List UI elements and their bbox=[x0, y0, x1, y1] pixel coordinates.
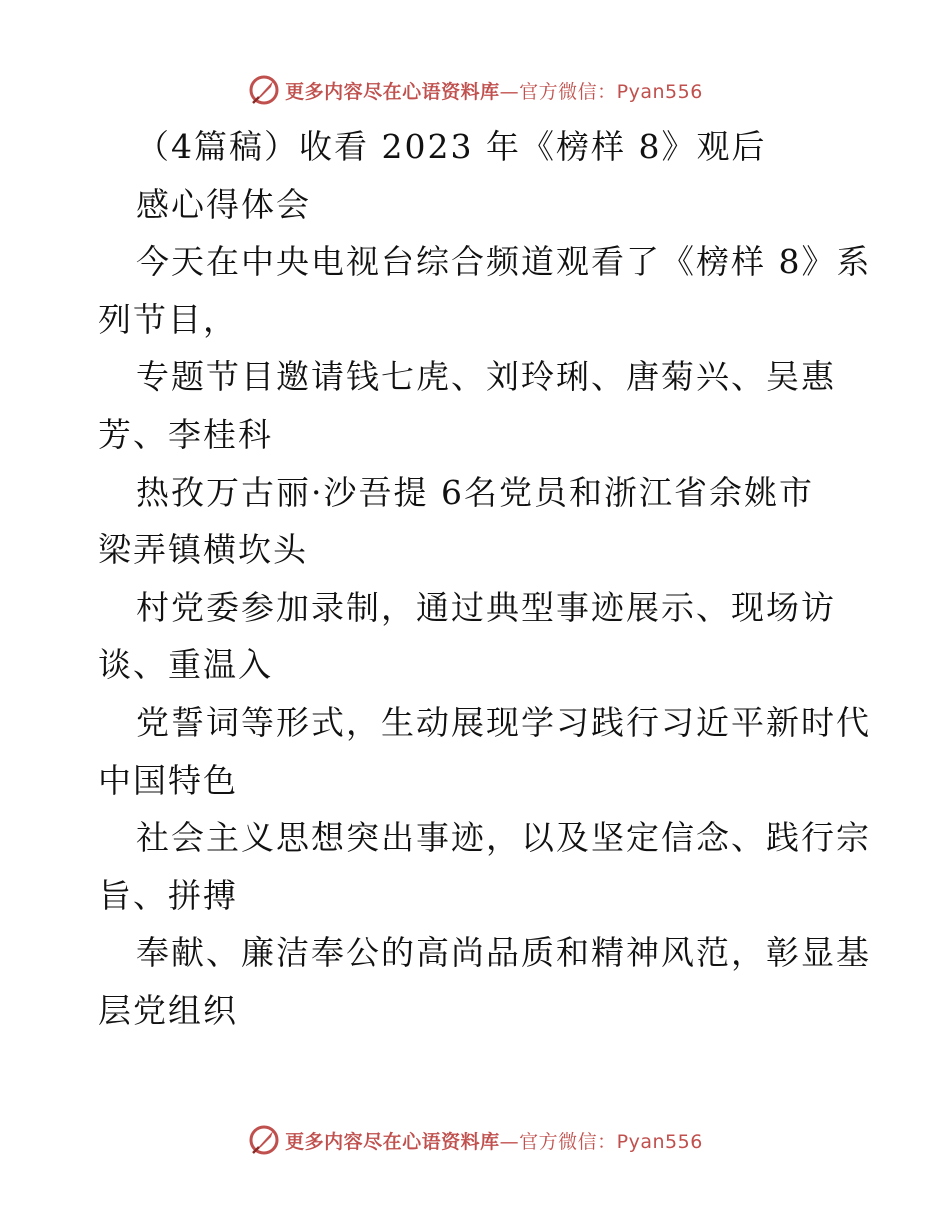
watermark-text bbox=[285, 77, 703, 104]
paragraph-line: 旨、拼搏 bbox=[98, 875, 238, 915]
quill-pen-icon bbox=[247, 73, 281, 107]
paragraph-line: 梁弄镇横坎头 bbox=[98, 530, 308, 570]
document-title-line-1: （4篇稿）收看 2023 年《榜样 8》观后 bbox=[136, 127, 767, 166]
watermark-wechat: 官方微信：Pyan556 bbox=[519, 1130, 703, 1153]
paragraph-line: 党誓词等形式，生动展现学习践行习近平新时代 bbox=[136, 702, 871, 742]
watermark-separator: — bbox=[499, 1130, 520, 1153]
paragraph-line: 今天在中央电视台综合频道观看了《榜样 8》系 bbox=[136, 242, 872, 282]
paragraph-line: 层党组织 bbox=[98, 990, 238, 1030]
paragraph-line: 专题节目邀请钱七虎、刘玲琍、唐菊兴、吴惠 bbox=[136, 357, 836, 397]
watermark-site-name: 更多内容尽在心语资料库 bbox=[285, 80, 500, 103]
paragraph-line: 奉献、廉洁奉公的高尚品质和精神风范，彰显基 bbox=[136, 933, 871, 973]
document-title-line-2: 感心得体会 bbox=[136, 184, 311, 224]
paragraph-line: 村党委参加录制，通过典型事迹展示、现场访 bbox=[136, 587, 836, 627]
watermark-wechat: 官方微信：Pyan556 bbox=[519, 80, 703, 103]
quill-pen-icon bbox=[247, 1123, 281, 1157]
paragraph-line: 谈、重温入 bbox=[98, 645, 273, 685]
watermark-site-name: 更多内容尽在心语资料库 bbox=[285, 1130, 500, 1153]
paragraph-line: 社会主义思想突出事迹，以及坚定信念、践行宗 bbox=[136, 818, 871, 858]
document-body bbox=[98, 118, 872, 1040]
footer-watermark bbox=[0, 1120, 950, 1160]
paragraph-line: 热孜万古丽·沙吾提 6名党员和浙江省余姚市 bbox=[136, 472, 814, 512]
watermark-separator: — bbox=[499, 80, 520, 103]
watermark-text bbox=[285, 1127, 703, 1154]
paragraph-line: 芳、李桂科 bbox=[98, 414, 273, 454]
paragraph-line: 列节目， bbox=[98, 299, 238, 339]
header-watermark bbox=[0, 70, 950, 110]
paragraph-line: 中国特色 bbox=[98, 760, 238, 800]
